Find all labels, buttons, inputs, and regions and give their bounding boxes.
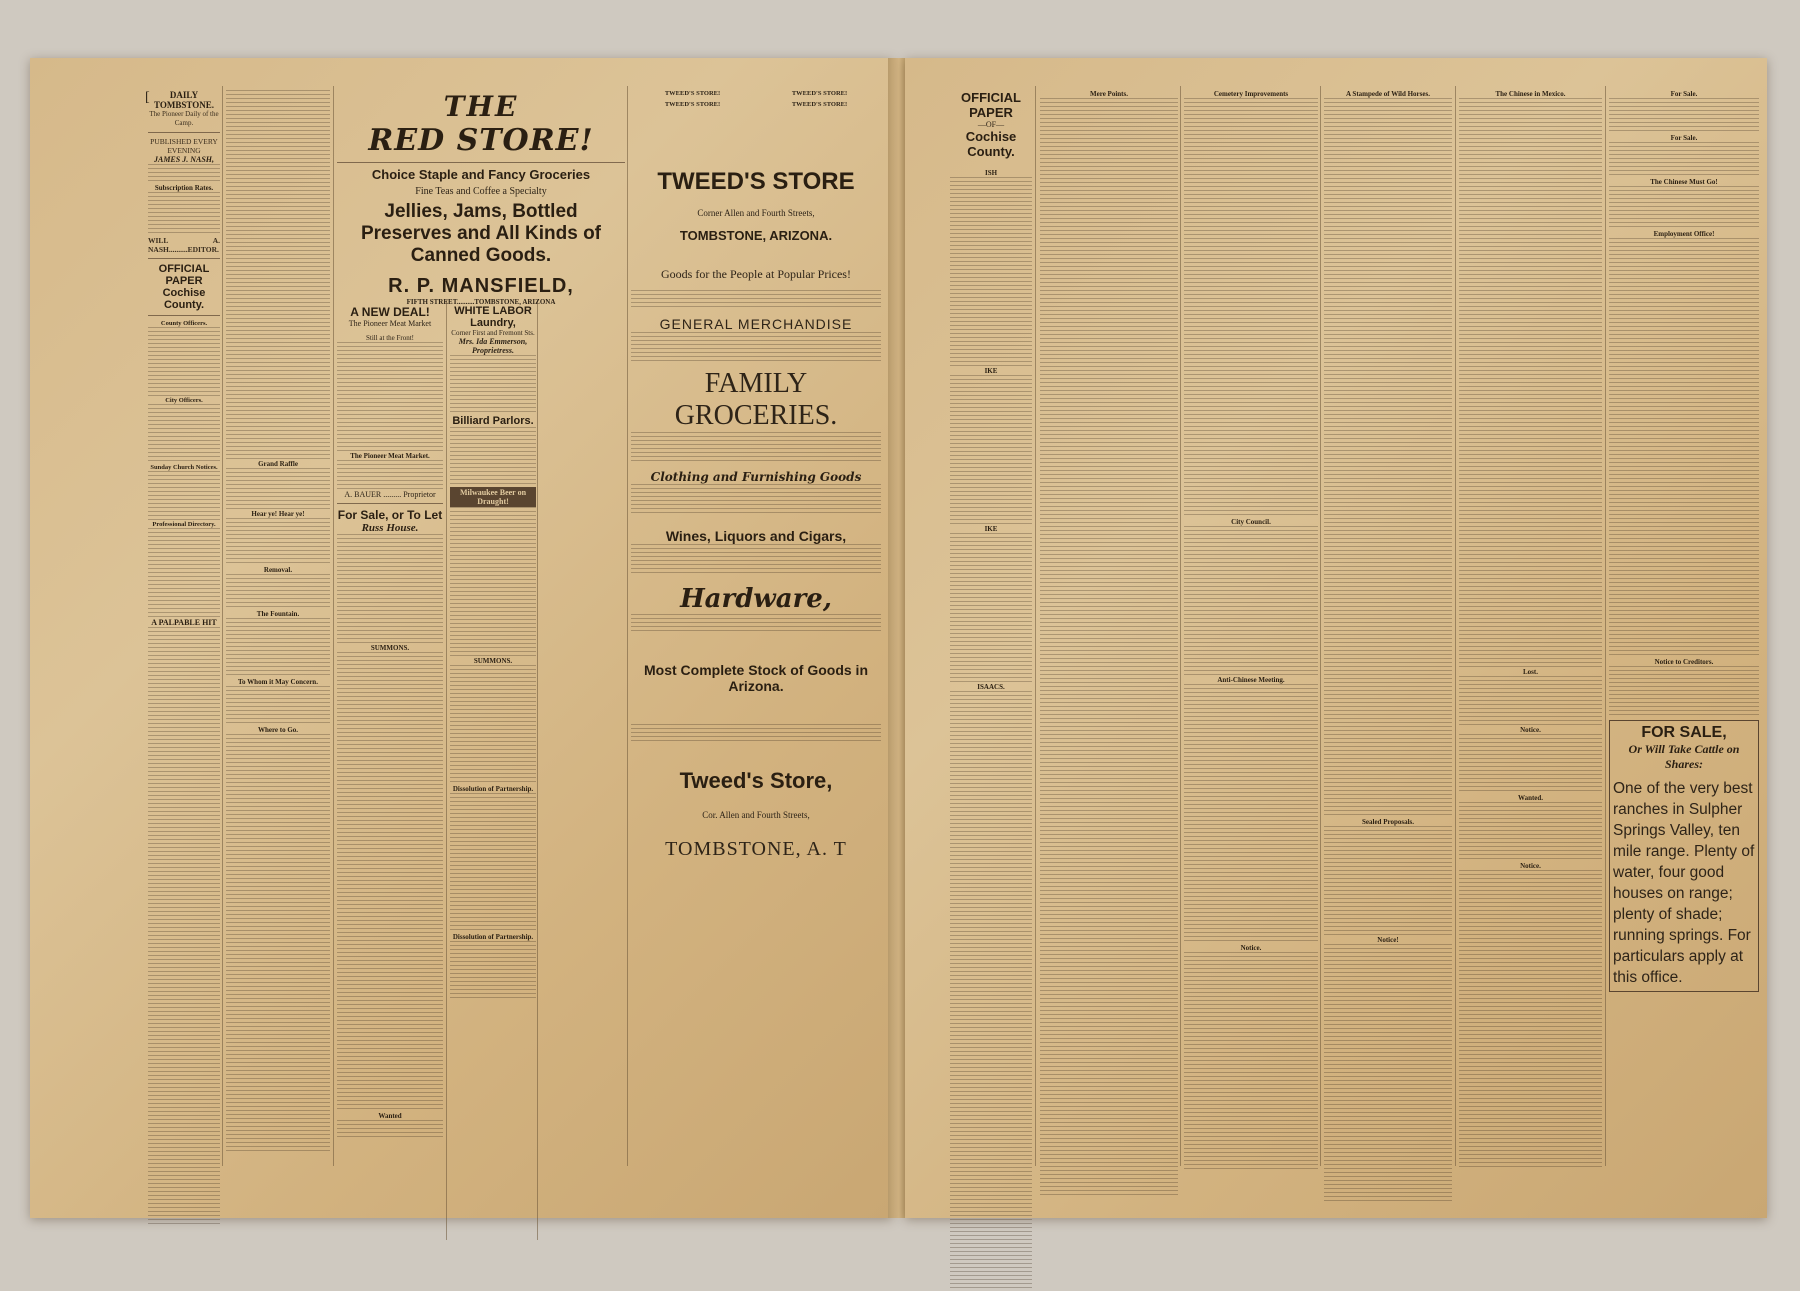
page-mark: [ [145,90,150,105]
tweed-wines: Wines, Liquors and Cigars, [665,528,847,544]
sealed-proposals: Sealed Proposals. [1362,818,1414,826]
red-store-ad [337,90,625,306]
tweed-banner [631,90,881,108]
bauer: A. BAUER ......... Proprietor [344,490,436,499]
right-col-4 [1324,90,1452,1230]
tweed-clothing: Clothing and Furnishing Goods [650,470,862,484]
right-cochise-county: Cochise County. [965,129,1017,159]
fountain: The Fountain. [256,610,300,618]
red-store-owner: R. P. MANSFIELD, [388,275,574,297]
still-front: Still at the Front! [365,334,415,342]
ranch-ad [1609,720,1759,992]
tweed-family: FAMILY GROCERIES. [674,368,838,431]
cochise-county: Cochise County. [162,287,206,311]
tweed-footer-town: TOMBSTONE, A. T [665,838,847,860]
notice-col4: Notice! [1377,936,1399,944]
summons-right: SUMMONS. [473,657,513,665]
notice-creditors: Notice to Creditors. [1654,658,1714,666]
tweed-corner: Corner Allen and Fourth Streets, [697,208,815,218]
published-line: PUBLISHED EVERY EVENING [150,137,218,155]
left-col-2 [226,90,330,1230]
notice-col5: Notice. [1520,726,1541,734]
corner-first: Corner First and Fremont Sts. [451,329,535,337]
notice-col3: Notice. [1240,944,1262,952]
masthead: DAILY TOMBSTONE. [154,90,214,110]
official-paper: OFFICIAL PAPER [158,263,210,287]
for-sale-2: For Sale. [1670,134,1698,142]
publisher: JAMES J. NASH, [153,155,215,164]
new-deal: A NEW DEAL! [350,305,430,319]
red-store-the: THE [443,90,519,123]
pioneer-meat: The Pioneer Meat Market [348,319,432,328]
tweed-town: TOMBSTONE, ARIZONA. [679,228,833,243]
white-labor: WHITE LABOR Laundry, [454,305,532,329]
wanted-col5: Wanted. [1517,794,1544,802]
banner-cell: TWEED'S STORE! [791,101,848,108]
tweed-title: TWEED'S STORE [657,168,855,195]
red-store-line3: Jellies, Jams, Bottled Preserves and All Kinds of Canned Goods. [360,201,602,266]
milwaukee-beer: Milwaukee Beer on Draught! [450,487,536,507]
where-to-go: Where to Go. [257,726,299,734]
for-sale-1: For Sale. [1670,90,1698,98]
lost: Lost. [1523,668,1538,676]
palpable-hit: A PALPABLE HIT [151,618,217,627]
right-official-paper: OFFICIAL PAPER [961,90,1021,120]
left-col-3 [337,305,443,1205]
removal: Removal. [263,566,293,574]
hear-ye: Hear ye! Hear ye! [251,510,305,518]
brevity-4: ISAACS. [977,683,1005,691]
red-store-address: FIFTH STREET..........TOMBSTONE, ARIZONA [406,298,556,306]
left-col-4 [450,305,536,1205]
ranch-ad-sub: Or Will Take Cattle on Shares: [1628,742,1740,771]
mere-points: Mere Points. [1090,90,1128,98]
tweed-general: GENERAL MERCHANDISE [659,316,853,332]
stampede: A Stampede of Wild Horses. [1346,90,1430,98]
tagline: The Pioneer Daily of the Camp. [149,110,219,127]
tweed-goods: Goods for the People at Popular Prices! [661,267,851,281]
city-officers: City Officers. [165,397,203,404]
editor-line: WILL A. NASH..........EDITOR. [148,236,220,254]
tweed-complete: Most Complete Stock of Goods in Arizona. [643,662,868,694]
banner-cell: TWEED'S STORE! [664,90,721,97]
ranch-ad-heading: FOR SALE, [1641,724,1727,741]
brevity-1: ISH [984,169,998,177]
employment-office: Employment Office! [1653,230,1715,238]
chinese-must-go: The Chinese Must Go! [1650,178,1718,186]
grand-raffle: Grand Raffle [258,460,298,468]
ranch-ad-body: One of the very best ranches in Sulpher Springs Valley, ten mile range. Plenty of water, four good houses on range; plenty of shade; running springs. For particulars apply at this office. [1613,780,1755,986]
dissolution-1: Dissolution of Partnership. [452,785,534,793]
anti-chinese: Anti-Chinese Meeting. [1217,676,1285,684]
cemetery-improvements: Cemetery Improvements [1213,90,1289,98]
left-col-1 [148,90,220,1230]
red-store-line1: Choice Staple and Fancy Groceries [371,167,591,182]
right-col-3 [1184,90,1318,1230]
tweed-footer-name: Tweed's Store, [679,768,833,793]
summons-left: SUMMONS. [370,644,410,652]
banner-cell: TWEED'S STORE! [791,90,848,97]
city-council: City Council. [1231,518,1271,526]
right-col-5 [1459,90,1602,1230]
notice-col5-2: Notice. [1520,862,1541,870]
right-col-6 [1609,90,1759,1230]
red-store-title: RED STORE! [368,123,594,158]
right-of: —OF— [977,120,1005,129]
proprietress: Mrs. Ida Emmerson, Proprietress. [458,337,528,355]
professional-directory: Professional Directory. [152,521,216,528]
wanted-left: Wanted [378,1112,402,1120]
red-store-line2: Fine Teas and Coffee a Specialty [415,186,547,197]
pioneer-meat-market: The Pioneer Meat Market. [350,452,430,460]
dissolution-2: Dissolution of Partnership. [452,933,534,941]
sunday-notices: Sunday Church Notices. [150,464,218,471]
banner-cell: TWEED'S STORE! [664,101,721,108]
tweeds-store-ad [631,90,881,1210]
tweed-footer-corner: Cor. Allen and Fourth Streets, [702,810,810,820]
russ-house: Russ House. [361,522,419,534]
right-col-2 [1040,90,1178,1230]
to-whom: To Whom it May Concern. [238,678,318,686]
chinese-in-mexico: The Chinese in Mexico. [1495,90,1566,98]
county-officers: County Officers. [160,320,208,327]
brevity-3: IKE [984,525,998,533]
right-col-1 [950,90,1032,1230]
brevity-2: IKE [984,367,998,375]
for-sale-let: For Sale, or To Let [337,508,443,522]
subscription-heading: Subscription Rates. [154,184,214,192]
billiard-parlors: Billiard Parlors. [452,415,534,427]
tweed-hardware: Hardware, [680,584,832,614]
